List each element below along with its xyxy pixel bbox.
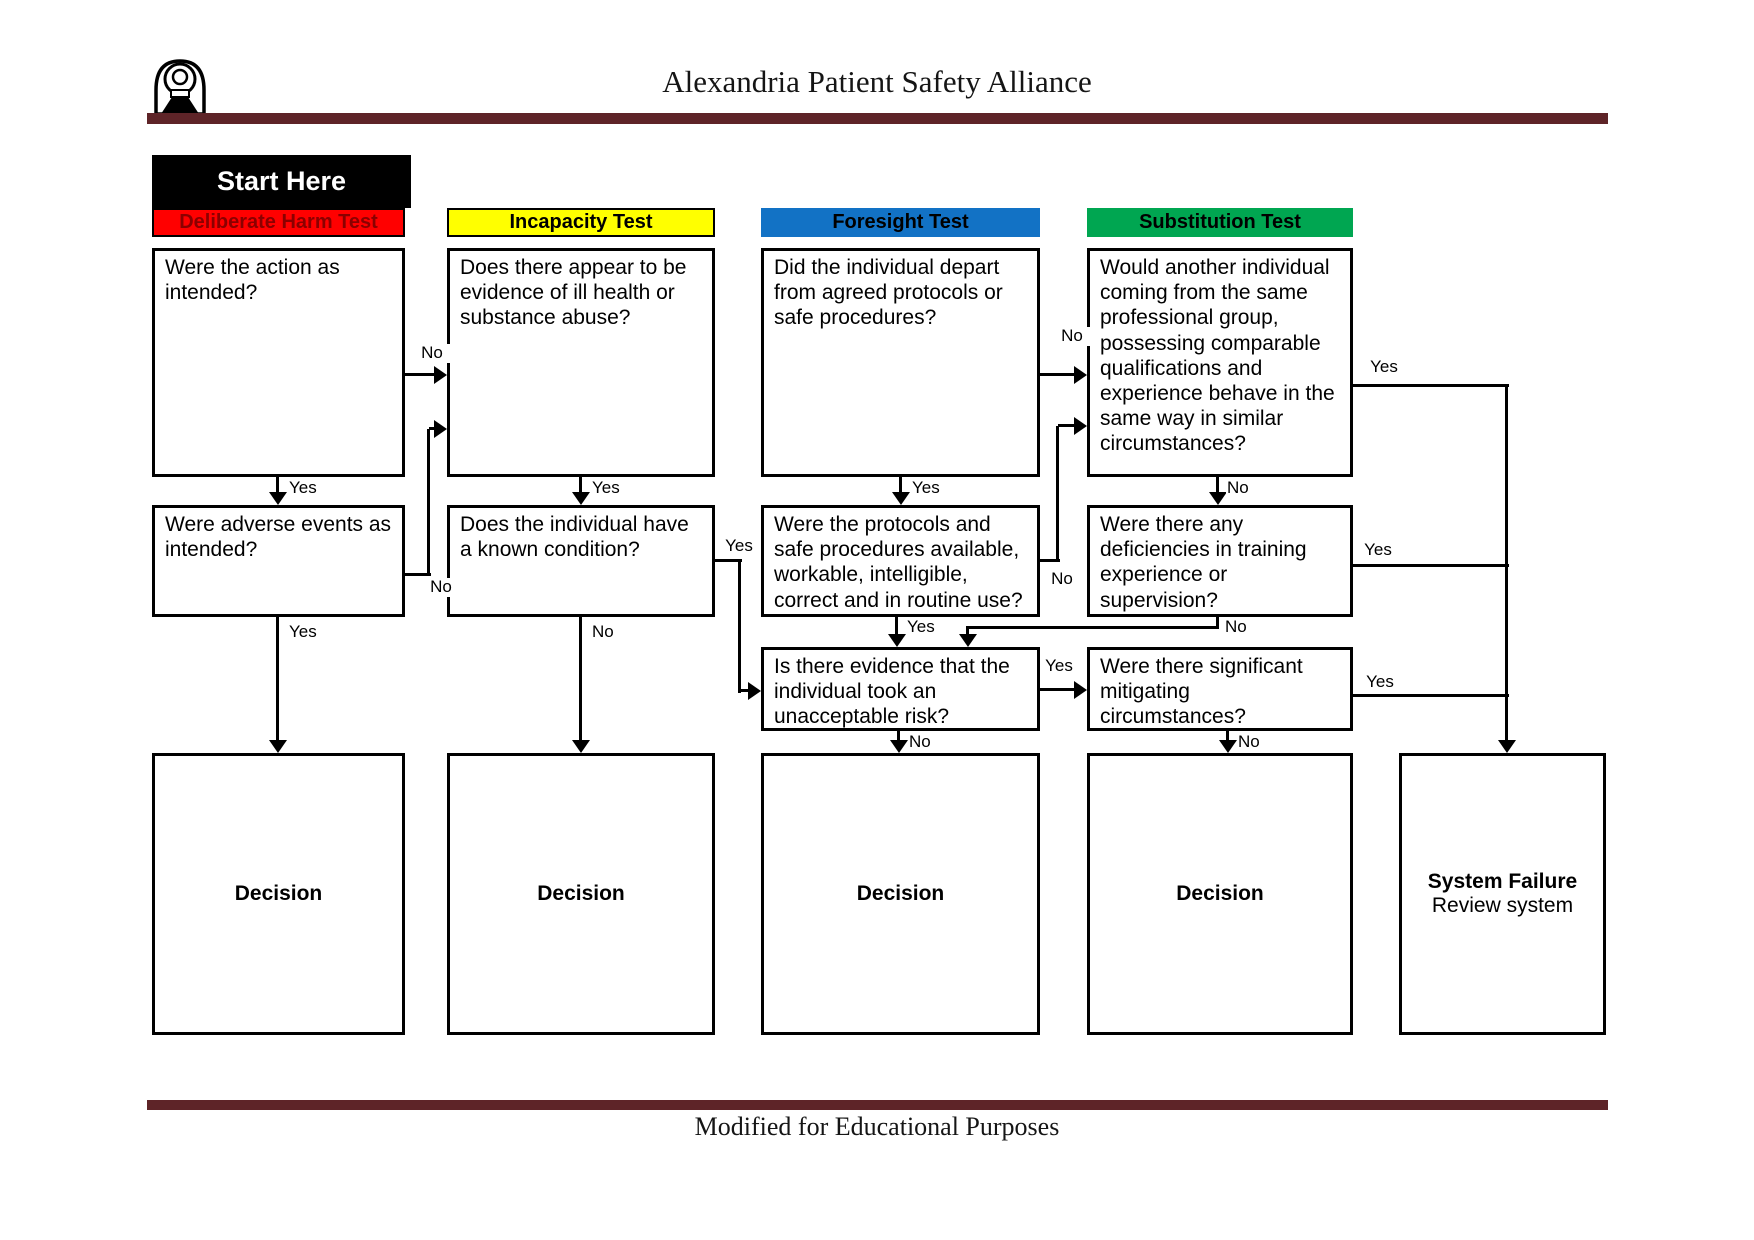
footer-rule bbox=[147, 1100, 1608, 1110]
arrowhead-right-icon bbox=[748, 682, 761, 700]
arrowhead-down-icon bbox=[959, 634, 977, 647]
connector-line bbox=[1040, 688, 1076, 691]
question-box-foresight-3 bbox=[761, 647, 1040, 731]
question-box-substitution-1 bbox=[1087, 248, 1353, 477]
arrowhead-down-icon bbox=[269, 740, 287, 753]
header-label: Foresight Test bbox=[832, 211, 969, 233]
question-text: Does there appear to be evidence of ill health or substance abuse? bbox=[460, 256, 687, 330]
arrowhead-down-icon bbox=[892, 492, 910, 505]
connector-label-yes: Yes bbox=[1042, 657, 1076, 676]
arrowhead-right-icon bbox=[434, 420, 447, 438]
connector-line bbox=[1056, 426, 1059, 562]
system-failure-subtitle: Review system bbox=[1431, 894, 1574, 917]
connector-line bbox=[1353, 564, 1509, 567]
connector-label-no: No bbox=[414, 344, 450, 363]
connector-line bbox=[1353, 694, 1509, 697]
question-text: Would another individual coming from the same professional group, possessing comparable qualifications and experience behave in the same way in similar circumstances? bbox=[1100, 256, 1335, 456]
question-box-foresight-1 bbox=[761, 248, 1040, 477]
system-failure-title: System Failure bbox=[1427, 870, 1578, 893]
question-box-deliberate-1 bbox=[152, 248, 405, 477]
arrowhead-down-icon bbox=[1498, 740, 1516, 753]
header-substitution-test bbox=[1087, 208, 1353, 237]
connector-line bbox=[276, 477, 279, 493]
arrowhead-down-icon bbox=[888, 634, 906, 647]
arrowhead-down-icon bbox=[572, 492, 590, 505]
connector-line bbox=[579, 617, 582, 740]
arrowhead-right-icon bbox=[434, 366, 447, 384]
question-text: Were the protocols and safe procedures available, workable, intelligible, correct and in routine use? bbox=[774, 513, 1023, 612]
connector-label-yes: Yes bbox=[1362, 673, 1398, 692]
connector-line bbox=[427, 429, 430, 576]
footer-note: Modified for Educational Purposes bbox=[694, 1112, 1060, 1141]
header-incapacity-test bbox=[447, 208, 715, 237]
connector-label-yes: Yes bbox=[1360, 541, 1396, 560]
connector-line bbox=[895, 616, 898, 636]
header-label: Incapacity Test bbox=[509, 211, 653, 233]
decision-label: Decision bbox=[234, 882, 323, 905]
connector-label-no: No bbox=[1054, 327, 1090, 346]
decision-label: Decision bbox=[1176, 882, 1264, 905]
decision-box-deliberate bbox=[152, 753, 405, 1035]
page-title: Alexandria Patient Safety Alliance bbox=[662, 64, 1092, 99]
connector-line bbox=[1353, 384, 1509, 387]
system-failure-box bbox=[1399, 753, 1606, 1035]
question-box-substitution-2 bbox=[1087, 505, 1353, 617]
connector-line bbox=[966, 626, 1218, 629]
connector-label-yes: Yes bbox=[912, 478, 940, 497]
connector-line bbox=[1040, 373, 1076, 376]
connector-label-no: No bbox=[592, 622, 614, 641]
question-text: Were there significant mitigating circumstances? bbox=[1100, 655, 1303, 729]
question-text: Did the individual depart from agreed protocols or safe procedures? bbox=[774, 256, 1003, 330]
connector-label-yes: Yes bbox=[1366, 358, 1402, 377]
question-text: Were the action as intended? bbox=[165, 256, 340, 305]
connector-line bbox=[579, 477, 582, 493]
connector-line bbox=[1505, 384, 1508, 740]
question-text: Were there any deficiencies in training experience or supervision? bbox=[1100, 513, 1307, 612]
start-here-label: Start Here bbox=[216, 166, 347, 196]
decision-box-foresight bbox=[761, 753, 1040, 1035]
connector-line bbox=[1216, 477, 1219, 493]
arrowhead-right-icon bbox=[1074, 417, 1087, 435]
connector-label-yes: Yes bbox=[907, 617, 935, 636]
arrowhead-down-icon bbox=[269, 492, 287, 505]
arrowhead-down-icon bbox=[572, 740, 590, 753]
header-rule bbox=[147, 113, 1608, 124]
arrowhead-right-icon bbox=[1074, 366, 1087, 384]
header-label: Deliberate Harm Test bbox=[179, 211, 378, 233]
decision-label: Decision bbox=[537, 882, 625, 905]
connector-label-yes: Yes bbox=[289, 478, 317, 497]
connector-label-no: No bbox=[1227, 478, 1249, 497]
question-box-substitution-3 bbox=[1087, 647, 1353, 731]
question-box-incapacity-1 bbox=[447, 248, 715, 477]
header-foresight-test bbox=[761, 208, 1040, 237]
connector-line bbox=[276, 617, 279, 740]
connector-line bbox=[738, 559, 741, 693]
arrowhead-down-icon bbox=[890, 740, 908, 753]
connector-label-no: No bbox=[909, 732, 931, 751]
question-box-deliberate-2 bbox=[152, 505, 405, 617]
question-text: Is there evidence that the individual took an unacceptable risk? bbox=[774, 655, 1010, 729]
question-box-foresight-2 bbox=[761, 505, 1040, 617]
header-label: Substitution Test bbox=[1139, 211, 1301, 233]
connector-line bbox=[899, 477, 902, 493]
arrowhead-right-icon bbox=[1074, 681, 1087, 699]
question-text: Does the individual have a known condition? bbox=[460, 513, 689, 562]
connector-label-no: No bbox=[1238, 732, 1260, 751]
connector-label-yes: Yes bbox=[289, 622, 317, 641]
decision-box-incapacity bbox=[447, 753, 715, 1035]
arrowhead-down-icon bbox=[1209, 492, 1227, 505]
arrowhead-down-icon bbox=[1219, 740, 1237, 753]
decision-label: Decision bbox=[856, 882, 945, 905]
question-box-incapacity-2 bbox=[447, 505, 715, 617]
connector-label-no: No bbox=[424, 578, 458, 597]
question-text: Were adverse events as intended? bbox=[165, 513, 392, 562]
connector-label-no: No bbox=[1225, 617, 1247, 636]
connector-label-no: No bbox=[1046, 570, 1078, 589]
connector-line bbox=[405, 373, 436, 376]
connector-label-yes: Yes bbox=[720, 537, 758, 556]
header-deliberate-harm-test bbox=[152, 208, 405, 237]
decision-box-substitution bbox=[1087, 753, 1353, 1035]
connector-label-yes: Yes bbox=[592, 478, 620, 497]
start-here-box bbox=[152, 155, 411, 208]
